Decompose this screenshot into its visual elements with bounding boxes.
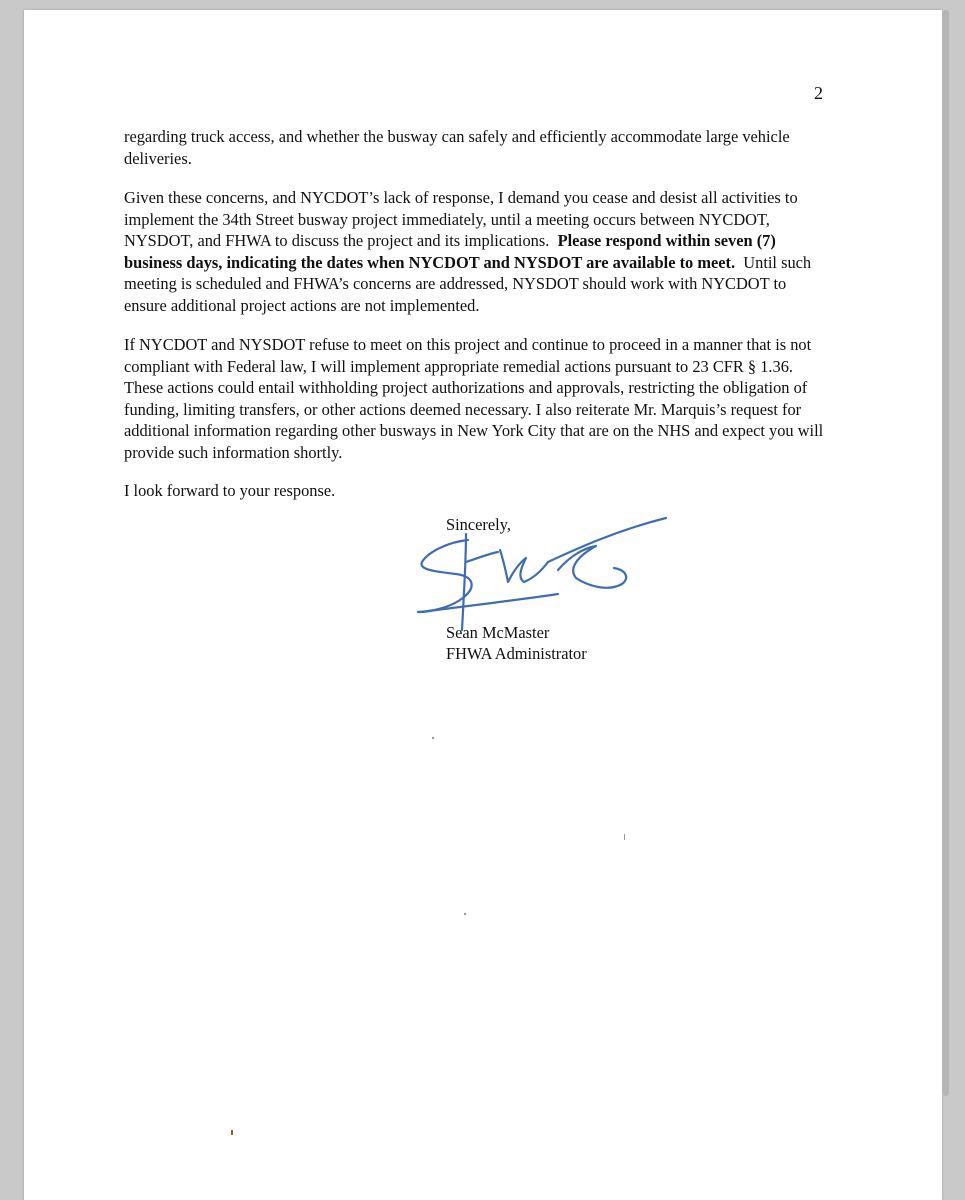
paragraph-text: I look forward to your response. [124,481,336,500]
paragraph-text: If NYCDOT and NYSDOT refuse to meet on this project and continue to proceed in a manner that is not compliant with Federal law, I will implement appropriate remedial actions pursuant to 23 CFR § 1.36. These actions could entail withholding project authorizations and approvals, restricting the obligation of funding, limiting transfers, or other actions deemed necessary. I also reiterate Mr. Marquis’s request for additional information regarding other busways in New York City that are on the NHS and expect you will provide such information shortly. [124,335,824,462]
paragraph-remedial-actions [124,334,824,464]
paragraph-text: regarding truck access, and whether the busway can safely and efficiently accommodate large vehicle deliveries. [124,127,790,168]
paragraph-end: Until such meeting is scheduled and FHWA’s concerns are addressed, NYSDOT should work with NYCDOT to ensure additional project actions are not implemented. [124,252,812,315]
scan-speck [231,1130,233,1135]
signer-title: FHWA Administrator [446,644,587,663]
paragraph-start: Given these concerns, and NYCDOT’s lack of response, I demand you cease and desist all activities to implement the 34th Street busway project immediately, until a meeting occurs between NYCDOT, NYSDOT, and FHWA to discuss the project and its implications. [124,188,798,251]
paragraph-text [124,187,824,317]
bold-request: Please respond within seven (7) business days, indicating the dates when NYCDOT and NYSDOT are available to meet. [124,231,776,272]
paragraph-cease-and-desist [124,187,824,317]
scan-speck [432,737,434,739]
paragraph-truck-access [124,126,824,169]
closing-salutation: Sincerely, [446,515,511,534]
vertical-scrollbar[interactable] [943,10,949,1096]
scan-speck [624,834,625,840]
scan-speck [464,913,466,915]
handwritten-signature [408,512,678,632]
paragraph-closing-remark [124,480,824,502]
page-number: 2 [814,83,823,103]
signer-name: Sean McMaster [446,623,550,642]
